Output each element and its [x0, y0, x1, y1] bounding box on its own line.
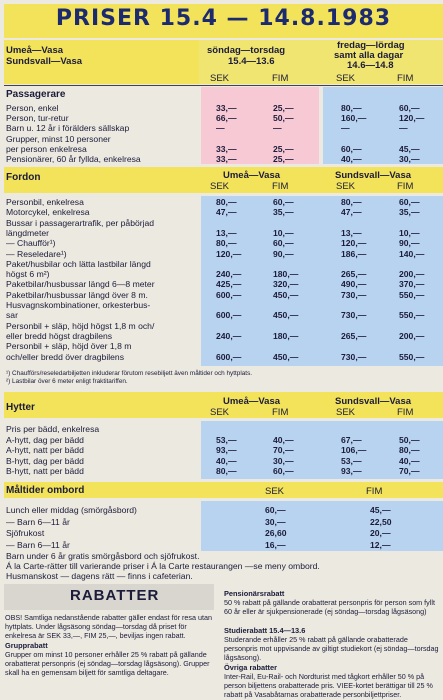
meal-price-cell: 22,50 [370, 516, 392, 527]
vehicle-price-cell: 13,— [216, 227, 237, 238]
vehicle-row-label: eller bredd högst dragbilens [6, 330, 113, 341]
footnote-1: ¹) Chaufförs/reseledarbiljetten inkluderar förutom resebiljett även måltider och hyttplats. [6, 370, 253, 377]
meal-note-3: Husmanskost — dagens rätt — finns i cafeterian. [6, 571, 193, 581]
vehicles-sek-2: SEK [336, 181, 356, 192]
pension-discount-text: 50 % rabatt på gällande orabatterat personpris för person som fyllt 60 år eller är sjukpensionerade (ej söndag—torsdag lågsäsong) [224, 598, 435, 616]
weekend-dates: 14.6—14.8 [347, 60, 394, 71]
cabins-sek: SEK [210, 407, 230, 418]
meal-price-cell: 45,— [370, 505, 391, 515]
meal-row-label: — Barn 6—11 år [6, 539, 70, 550]
student-discount-text: Studerande erhåller 25 % rabatt på gällande orabatterade personpris mot uppvisande av giltigt studiekort (ej söndag—torsdag lågsäsong). [224, 635, 439, 662]
passenger-row-label: Grupper, minst 10 personer [6, 133, 111, 144]
vehicle-row-label: Personbil + släp, höjd högst 1,8 m och/ [6, 320, 155, 331]
vehicle-price-cell: 13,— [341, 227, 362, 238]
vehicle-price-cell: 265,— [341, 269, 367, 280]
meal-note-1: Barn under 6 år gratis smörgåsbord och sjöfrukost. [6, 551, 200, 561]
cabin-row-label: B-hytt, natt per bädd [6, 466, 84, 476]
meal-price-cell: 12,— [370, 539, 391, 550]
meal-row-label: — Barn 6—11 år [6, 516, 70, 527]
cabin-row-label: A-hytt, natt per bädd [6, 445, 84, 455]
vehicle-price-cell: 490,— [341, 279, 367, 290]
cabin-price-cell: 40,— [399, 455, 420, 466]
vehicle-row-label: Paket/husbilar och lätta lastbilar längd [6, 258, 151, 269]
meal-price-cell: 16,— [265, 539, 286, 550]
vehicles-heading: Fordon [6, 172, 41, 183]
pension-discount-title: Pensionärsrabatt [224, 589, 285, 598]
vehicle-price-cell: 450,— [273, 351, 299, 362]
vehicle-price-cell: 425,— [216, 279, 242, 290]
footnote-2: ²) Lastbilar över 6 meter enligt fraktitariffen. [6, 378, 128, 385]
vehicle-price-cell: 80,— [216, 238, 237, 249]
meals-heading: Måltider ombord [6, 485, 85, 496]
passenger-row-label: Pensionärer, 60 år fyllda, enkelresa [6, 154, 141, 164]
vehicle-price-cell: 200,— [399, 330, 425, 341]
route-sundsvall-vasa: Sundsvall—Vasa [6, 56, 83, 67]
vehicle-price-cell: 80,— [216, 197, 237, 207]
vehicle-row-label: Bussar i passagerartrafik, per påbörjad [6, 217, 155, 228]
passenger-price-cell: 66,— [216, 113, 237, 124]
passenger-price-cell: 33,— [216, 154, 237, 164]
vehicle-price-cell: 60,— [273, 197, 294, 207]
vehicle-price-cell: 180,— [273, 330, 299, 341]
vehicles-sek: SEK [210, 181, 230, 192]
vehicle-row-label: Personbil, enkelresa [6, 197, 84, 207]
discounts-intro: OBS! Samtliga nedanstående rabatter gäller endast för resa utan hyttplats. Under lågsäsong söndag—torsdag då priset för enkelresa är SEK 33,—, FIM 25,—, beviljas ingen rabatt. [5, 613, 212, 640]
vehicle-price-cell: 730,— [341, 351, 367, 362]
vehicle-row-label: Husvagnskombinationer, orkesterbus- [6, 300, 151, 310]
cabin-row-label: A-hytt, dag per bädd [6, 434, 84, 445]
vehicle-price-cell: 90,— [399, 238, 420, 249]
cabins-route-1: Umeå—Vasa [223, 396, 281, 407]
group-discount-text: Grupper om minst 10 personer erhåller 25 % rabatt på gällande orabatterat personpris (ej söndag—torsdag lågsäsong). Grupper skall ha en gemensam biljett för samtliga deltagare. [5, 650, 210, 677]
divider [4, 85, 443, 86]
cabin-price-cell: 67,— [341, 434, 362, 445]
vehicles-fim: FIM [272, 181, 289, 192]
vehicle-price-cell: 550,— [399, 351, 425, 362]
vehicle-row-label: — Chaufför¹) [6, 238, 56, 249]
passenger-price-cell: — [216, 123, 225, 134]
cabins-route-2: Sundsvall—Vasa [335, 396, 412, 407]
weekday-label: söndag—torsdag [207, 45, 286, 56]
vehicle-price-cell: 60,— [399, 197, 420, 207]
cabin-price-cell: 70,— [399, 466, 420, 476]
title-bar [4, 4, 443, 38]
meal-price-cell: 60,— [265, 505, 286, 515]
vehicle-price-cell: 265,— [341, 330, 367, 341]
sek-header-2: SEK [336, 73, 356, 84]
passenger-price-cell: 25,— [273, 103, 294, 113]
vehicle-price-cell: 186,— [341, 248, 367, 259]
vehicle-price-cell: 200,— [399, 269, 425, 280]
vehicle-price-cell: 240,— [216, 269, 242, 280]
passenger-price-cell: 40,— [341, 154, 362, 164]
passengers-heading: Passagerare [6, 89, 66, 100]
vehicle-price-cell: 35,— [273, 207, 294, 218]
vehicle-price-cell: 450,— [273, 289, 299, 300]
fim-header: FIM [272, 73, 289, 84]
sek-header: SEK [210, 73, 230, 84]
vehicle-price-cell: 10,— [399, 227, 420, 238]
passenger-price-cell: 50,— [273, 113, 294, 124]
cabin-price-cell: 53,— [341, 455, 362, 466]
vehicle-price-cell: 730,— [341, 310, 367, 321]
other-discount-text: Inter-Rail, Eu-Rail- och Nordturist med tågkort erhåller 50 % på person biljettens orabatterade pris. VIEE-kortet berättigar till 25 % rabatt på Vasabåtarnas orabatterade personbiljettpriser. [224, 672, 433, 699]
discounts-heading: RABATTER [70, 587, 160, 604]
passenger-price-cell: 160,— [341, 113, 367, 124]
cabins-fim: FIM [272, 407, 289, 418]
vehicle-price-cell: 550,— [399, 289, 425, 300]
cabins-heading: Hytter [6, 402, 35, 413]
student-discount-title: Studierabatt 15.4—13.6 [224, 626, 306, 635]
meal-price-cell: 26,60 [265, 528, 287, 538]
meals-price-block [201, 501, 443, 551]
passenger-price-cell: 33,— [216, 103, 237, 113]
passenger-price-cell: — [273, 123, 282, 134]
passenger-row-label: Person, enkel [6, 103, 59, 113]
vehicle-row-label: längdmeter [6, 227, 49, 238]
cabin-price-cell: 70,— [273, 445, 294, 455]
group-discount-title: Grupprabatt [5, 641, 48, 650]
cabin-price-cell: 50,— [399, 434, 420, 445]
meal-price-cell: 30,— [265, 516, 286, 527]
passenger-price-cell: 60,— [399, 103, 420, 113]
vehicle-price-cell: 730,— [341, 289, 367, 300]
passenger-row-label: Person, tur-retur [6, 113, 69, 124]
vehicle-price-cell: 320,— [273, 279, 299, 290]
vehicle-row-label: Paketbilar/husbussar längd 6—8 meter [6, 279, 155, 290]
passenger-price-cell: 33,— [216, 143, 237, 154]
meal-row-label: Sjöfrukost [6, 528, 45, 538]
cabin-price-cell: 106,— [341, 445, 367, 455]
cabin-price-cell: 60,— [273, 466, 294, 476]
weekend-label: fredag—lördag [337, 40, 405, 51]
vehicle-row-label: och/eller bredd över dragbilens [6, 351, 124, 362]
weekday-dates: 15.4—13.6 [228, 56, 275, 67]
passenger-row-label: per person enkelresa [6, 143, 87, 154]
passenger-price-cell: 25,— [273, 154, 294, 164]
cabin-price-cell: 40,— [273, 434, 294, 445]
cabin-row-label: Pris per bädd, enkelresa [6, 424, 100, 434]
vehicle-price-cell: 600,— [216, 289, 242, 300]
weekend-label-2: samt alla dagar [334, 50, 404, 61]
vehicle-price-cell: 550,— [399, 310, 425, 321]
cabin-price-cell: 53,— [216, 434, 237, 445]
vehicle-price-cell: 47,— [216, 207, 237, 218]
vehicles-route-1: Umeå—Vasa [223, 170, 281, 181]
vehicle-price-cell: 450,— [273, 310, 299, 321]
vehicle-price-cell: 370,— [399, 279, 425, 290]
cabin-price-cell: 30,— [273, 455, 294, 466]
vehicle-row-label: Paketbilar/husbussar längd över 8 m. [6, 289, 148, 300]
vehicle-price-cell: 120,— [341, 238, 367, 249]
other-discount-title: Övriga rabatter [224, 663, 277, 672]
vehicle-price-cell: 140,— [399, 248, 425, 259]
passenger-price-cell: 45,— [399, 143, 420, 154]
cabin-price-cell: 80,— [216, 466, 237, 476]
meal-note-2: Á la Carte-rätter till varierande priser i Á la Carte restaurangen —se meny ombord. [6, 561, 320, 571]
vehicle-price-cell: 47,— [341, 207, 362, 218]
meal-row-label: Lunch eller middag (smörgåsbord) [6, 505, 137, 515]
vehicle-price-cell: 240,— [216, 330, 242, 341]
passenger-price-cell: 80,— [341, 103, 362, 113]
vehicle-price-cell: 180,— [273, 269, 299, 280]
vehicle-row-label: högst 6 m²) [6, 269, 50, 280]
vehicle-row-label: Personbil + släp, höjd över 1,8 m [6, 341, 132, 352]
vehicle-price-cell: 90,— [273, 248, 294, 259]
cabin-price-cell: 80,— [399, 445, 420, 455]
vehicle-price-cell: 10,— [273, 227, 294, 238]
meal-price-cell: 20,— [370, 528, 391, 538]
vehicles-route-2: Sundsvall—Vasa [335, 170, 412, 181]
cabin-price-cell: 93,— [216, 445, 237, 455]
meals-fim: FIM [366, 486, 383, 497]
passenger-price-cell: 60,— [341, 143, 362, 154]
passenger-price-cell: — [341, 123, 350, 134]
meals-sek: SEK [265, 486, 285, 497]
vehicle-price-cell: 80,— [341, 197, 362, 207]
vehicle-price-cell: 600,— [216, 310, 242, 321]
passenger-price-cell: 30,— [399, 154, 420, 164]
vehicle-price-cell: 120,— [216, 248, 242, 259]
vehicle-price-cell: 35,— [399, 207, 420, 218]
cabin-price-cell: 40,— [216, 455, 237, 466]
route-umea-vasa: Umeå—Vasa [6, 45, 64, 56]
passenger-price-cell: 25,— [273, 143, 294, 154]
cabin-row-label: B-hytt, dag per bädd [6, 455, 84, 466]
page-title: PRISER 15.4 — 14.8.1983 [55, 6, 392, 31]
cabins-fim-2: FIM [397, 407, 414, 418]
vehicle-price-cell: 600,— [216, 351, 242, 362]
vehicles-fim-2: FIM [397, 181, 414, 192]
cabins-sek-2: SEK [336, 407, 356, 418]
passenger-price-cell: 120,— [399, 113, 425, 124]
passenger-row-label: Barn u. 12 år i förälders sällskap [6, 123, 130, 134]
fim-header-2: FIM [397, 73, 414, 84]
vehicle-row-label: Motorcykel, enkelresa [6, 207, 90, 218]
cabin-price-cell: 93,— [341, 466, 362, 476]
vehicle-row-label: sar [6, 310, 18, 321]
passenger-price-cell: — [399, 123, 408, 134]
vehicle-row-label: — Reseledare¹) [6, 248, 67, 259]
vehicle-price-cell: 60,— [273, 238, 294, 249]
